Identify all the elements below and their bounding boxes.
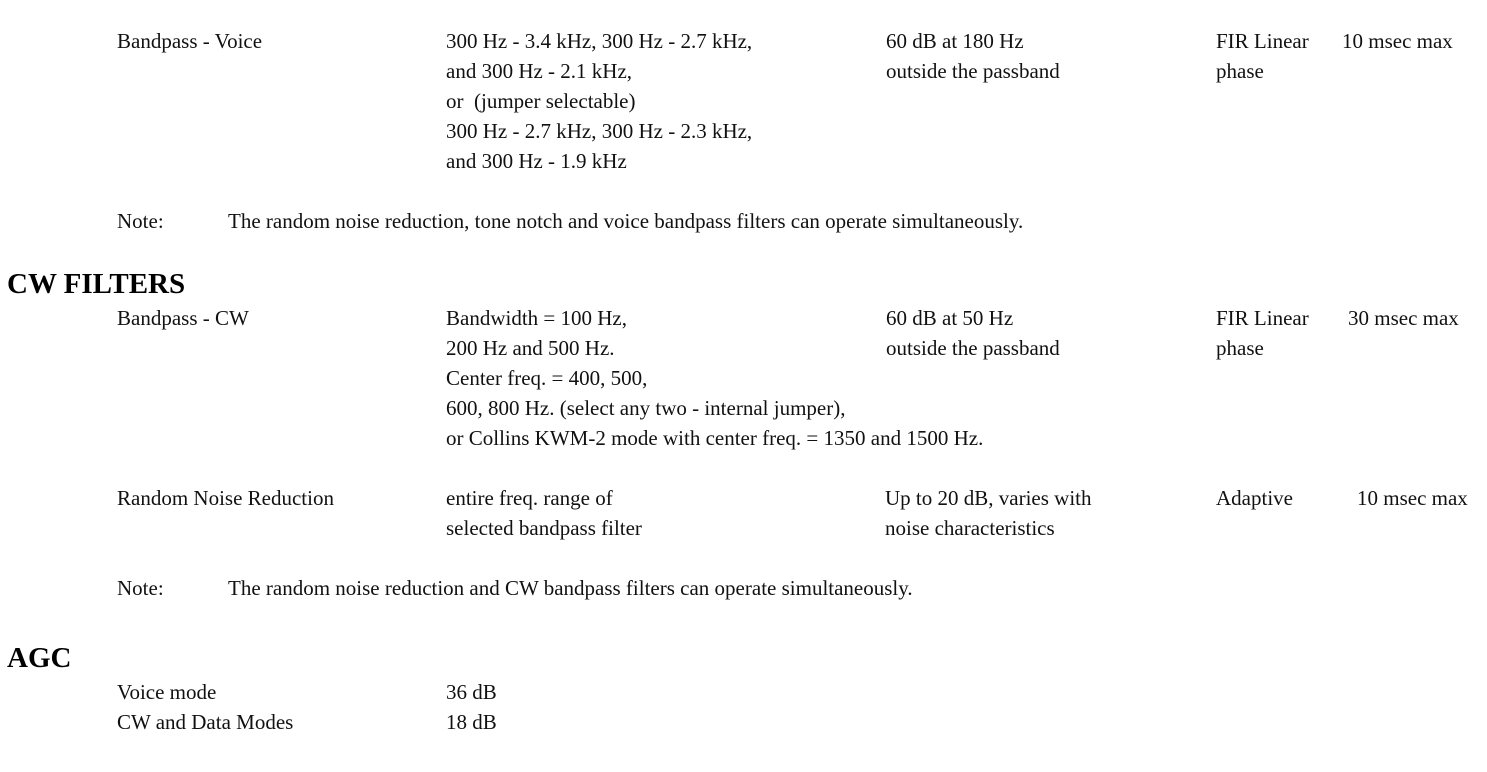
filter-attenuation bbox=[886, 303, 1060, 363]
type-line: FIR Linear bbox=[1216, 29, 1309, 53]
range-line: Center freq. = 400, 500, bbox=[446, 366, 648, 390]
range-line: selected bandpass filter bbox=[446, 516, 642, 540]
filter-delay: 10 msec max bbox=[1342, 29, 1453, 53]
type-line: FIR Linear bbox=[1216, 306, 1309, 330]
section-heading-cw-filters: CW FILTERS bbox=[7, 268, 186, 300]
filter-type bbox=[1216, 26, 1309, 86]
attenuation-line: outside the passband bbox=[886, 59, 1060, 83]
section-heading-agc: AGC bbox=[7, 642, 72, 674]
note-text: The random noise reduction and CW bandpass filters can operate simultaneously. bbox=[228, 576, 913, 600]
filter-delay: 30 msec max bbox=[1348, 306, 1459, 330]
attenuation-line: 60 dB at 180 Hz bbox=[886, 29, 1024, 53]
attenuation-line: outside the passband bbox=[886, 336, 1060, 360]
attenuation-line: Up to 20 dB, varies with bbox=[885, 486, 1092, 510]
filter-type: Adaptive bbox=[1216, 486, 1293, 510]
attenuation-line: noise characteristics bbox=[885, 516, 1055, 540]
filter-range bbox=[446, 483, 642, 543]
type-line: phase bbox=[1216, 59, 1264, 83]
agc-mode-value: 36 dB bbox=[446, 680, 497, 704]
range-line: 600, 800 Hz. (select any two - internal jumper), bbox=[446, 396, 846, 420]
filter-range bbox=[446, 26, 752, 176]
agc-mode-value: 18 dB bbox=[446, 710, 497, 734]
note-text: The random noise reduction, tone notch and voice bandpass filters can operate simultaneously. bbox=[228, 209, 1024, 233]
filter-name: Bandpass - CW bbox=[117, 306, 249, 330]
range-line: 300 Hz - 3.4 kHz, 300 Hz - 2.7 kHz, bbox=[446, 29, 753, 53]
range-line: or Collins KWM-2 mode with center freq. = 1350 and 1500 Hz. bbox=[446, 426, 984, 450]
agc-mode-label: Voice mode bbox=[117, 680, 217, 704]
range-line: entire freq. range of bbox=[446, 486, 613, 510]
range-line: Bandwidth = 100 Hz, bbox=[446, 306, 627, 330]
attenuation-line: 60 dB at 50 Hz bbox=[886, 306, 1014, 330]
filter-name: Random Noise Reduction bbox=[117, 486, 334, 510]
note-label: Note: bbox=[117, 209, 164, 233]
filter-attenuation bbox=[886, 26, 1060, 86]
filter-delay: 10 msec max bbox=[1357, 486, 1468, 510]
range-line: 200 Hz and 500 Hz. bbox=[446, 336, 615, 360]
range-line: 300 Hz - 2.7 kHz, 300 Hz - 2.3 kHz, bbox=[446, 119, 753, 143]
agc-mode-label: CW and Data Modes bbox=[117, 710, 294, 734]
range-line: and 300 Hz - 1.9 kHz bbox=[446, 149, 627, 173]
filter-attenuation bbox=[885, 483, 1091, 543]
filter-type bbox=[1216, 303, 1309, 363]
note-label: Note: bbox=[117, 576, 164, 600]
filter-name: Bandpass - Voice bbox=[117, 29, 263, 53]
type-line: phase bbox=[1216, 336, 1264, 360]
range-line: and 300 Hz - 2.1 kHz, bbox=[446, 59, 633, 83]
range-line: or (jumper selectable) bbox=[446, 89, 636, 113]
